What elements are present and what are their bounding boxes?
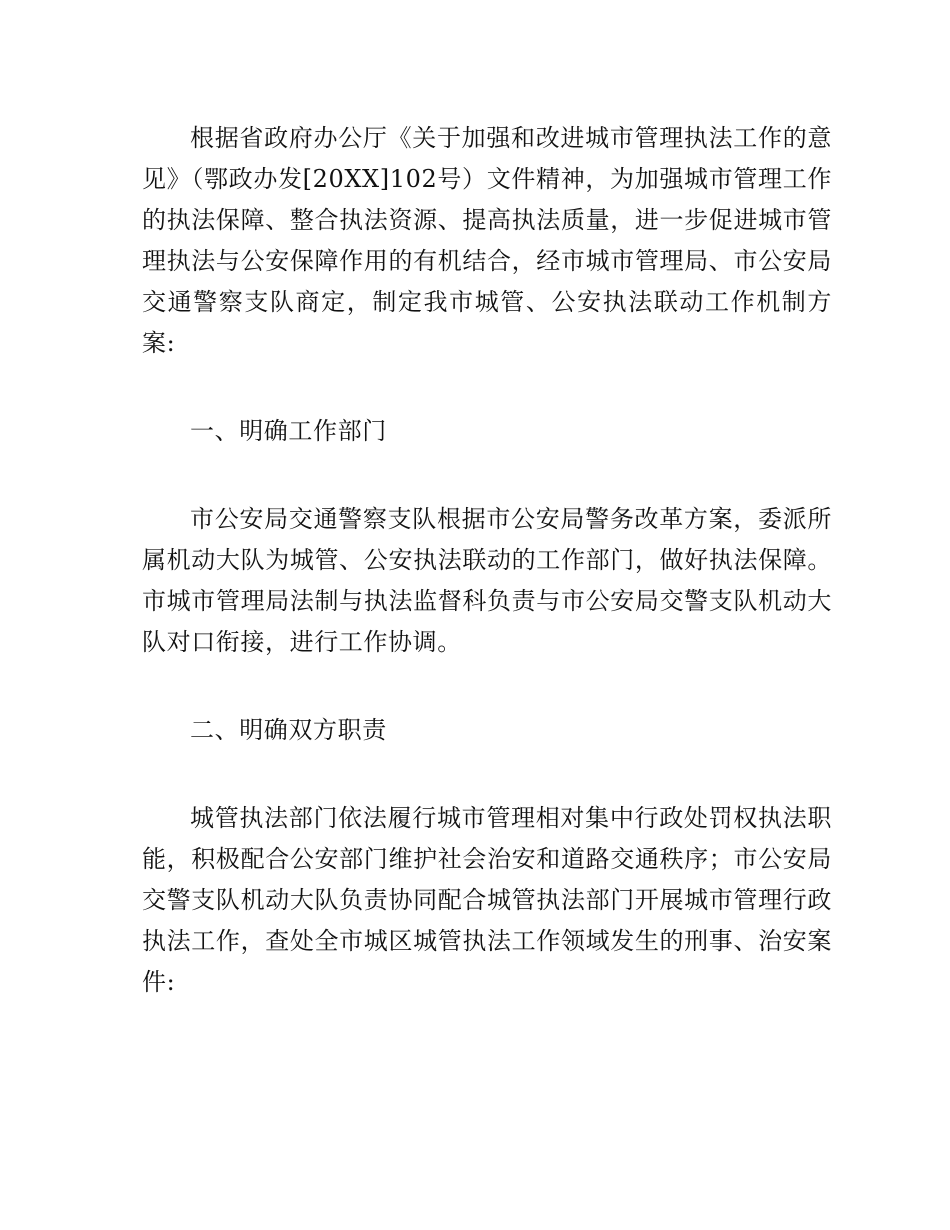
intro-paragraph: 根据省政府办公厅《关于加强和改进城市管理执法工作的意见》（鄂政办发[20XX]102号）文件精神，为加强城市管理工作的执法保障、整合执法资源、提高执法质量，进一步促进城市管理执法与公安保障作用的有机结合，经市城市管理局、市公安局交通警察支队商定，制定我市城管、公安执法联动工作机制方案: — [142, 124, 832, 357]
section-paragraph-1: 市公安局交通警察支队根据市公安局警务改革方案，委派所属机动大队为城管、公安执法联动的工作部门，做好执法保障。市城市管理局法制与执法监督科负责与市公安局交警支队机动大队对口衔接，进行工作协调。 — [142, 505, 832, 656]
spacer — [142, 364, 832, 411]
spacer — [142, 452, 832, 499]
spacer — [142, 663, 832, 710]
section-heading-1: 一、明确工作部门 — [190, 417, 387, 445]
document-body — [142, 118, 832, 1003]
section-heading-2: 二、明确双方职责 — [190, 716, 387, 744]
section-paragraph-2: 城管执法部门依法履行城市管理相对集中行政处罚权执法职能，积极配合公安部门维护社会治安和道路交通秩序；市公安局交警支队机动大队负责协同配合城管执法部门开展城市管理行政执法工作，查处全市城区城管执法工作领域发生的刑事、治安案件: — [142, 804, 832, 996]
spacer — [142, 751, 832, 798]
